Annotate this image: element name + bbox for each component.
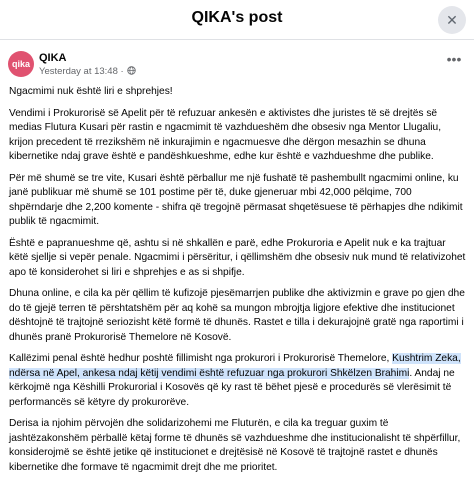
avatar[interactable]: qika: [8, 51, 34, 77]
more-options-button[interactable]: [444, 51, 464, 68]
close-button[interactable]: [438, 6, 466, 34]
post-paragraph-4: Është e papranueshme që, ashtu si në shkallën e parë, edhe Prokuroria e Apelit nuk e ka trajtuar këtë sjellje si vepër penale. Ngacmimi i përsëritur, i qëllimshëm dhe obsesiv nuk mund të relativizohet apo të konsiderohet si liri e shprehjes e as si shpifje.: [9, 237, 466, 278]
highlighted-text: Kushtrim Zeka, ndërsa në Apel, ankesa ndaj këtij vendimi është refuzuar nga prokurori Shkëlzen Brahimi: [9, 353, 461, 379]
meta-separator: ·: [117, 66, 127, 77]
dialog-title: QIKA's post: [191, 9, 283, 26]
post-text: [9, 85, 467, 482]
post-paragraph-3: Për më shumë se tre vite, Kusari është përballur me një fushatë të pashembullt ngacmimi online, ku janë publikuar më shumë se 101 postime për të, duke gjeneruar mbi 42,000 pëlqime, 700 shpërndarje dhe 2,200 komente - shifra që tregojnë përmasat shqetësuese të përhapjes dhe ndikimit publik të ngacmimit.: [9, 172, 463, 227]
author-name[interactable]: QIKA: [39, 52, 67, 64]
post-paragraph-6: [9, 352, 467, 410]
post-paragraph-5: Dhuna online, e cila ka për qëllim të kufizojë pjesëmarrjen publike dhe aktivizmin e grave po gjen dhe do të gjejë terren të përshtatshëm për aq kohë sa mungon mbrojtja ligjore efektive dhe institucionet dështojnë të trajtojnë seriozisht këtë formë të dhunës. Rastet e tilla i dekurajojnë gratë nga raportimi i dhunës pranë Prokurorisë Themelore në Kosovë.: [9, 288, 465, 343]
post-paragraph-2: Vendimi i Prokurorisë së Apelit për të refuzuar ankesën e aktivistes dhe juristes të së drejtës së medias Flutura Kusari për rastin e ngacmimit të vazhdueshëm dhe obsesiv nga Mentor Llugaliu, krijon precedent të rrezikshëm në inkurajimin e ngacmuesve dhe dërgon mesazhin se dhuna kibernetike ndaj grave është e pandëshkueshme, edhe kur është e vazhdueshme dhe publike.: [9, 107, 442, 162]
paragraph-6-tail: . Andaj ne kërkojmë nga Këshilli Prokurorial i Kosovës që ky rast të bëhet pjesë e procedurës së vlerësimit të performancës së këtyre dy prokurorëve.: [9, 367, 455, 408]
post-timestamp[interactable]: Yesterday at 13:48: [39, 66, 118, 77]
post-paragraph-1: Ngacmimi nuk është liri e shprehjes!: [9, 86, 173, 97]
ellipsis-icon: •••: [446, 51, 462, 67]
post-meta: [39, 66, 136, 77]
post-dialog-header: [0, 0, 474, 40]
globe-icon: [127, 66, 136, 75]
close-icon: ✕: [446, 12, 458, 28]
paragraph-6-text: Kallëzimi penal është hedhur poshtë fillimisht nga prokurori i Prokurorisë Themelore,: [9, 353, 393, 364]
post-paragraph-7: Derisa ia njohim përvojën dhe solidarizohemi me Fluturën, e cila ka treguar guxim të jashtëzakonshëm përballë këtaj forme të dhunës së vazhdueshme dhe institucionalisht të shpërfillur, konsiderojmë se është jetike që institucionet e drejtësisë në Kosovë të trajtojnë rastet e dhunës kibernetike dhe formave të ngacmimit drejt dhe me prioritet.: [9, 418, 461, 473]
